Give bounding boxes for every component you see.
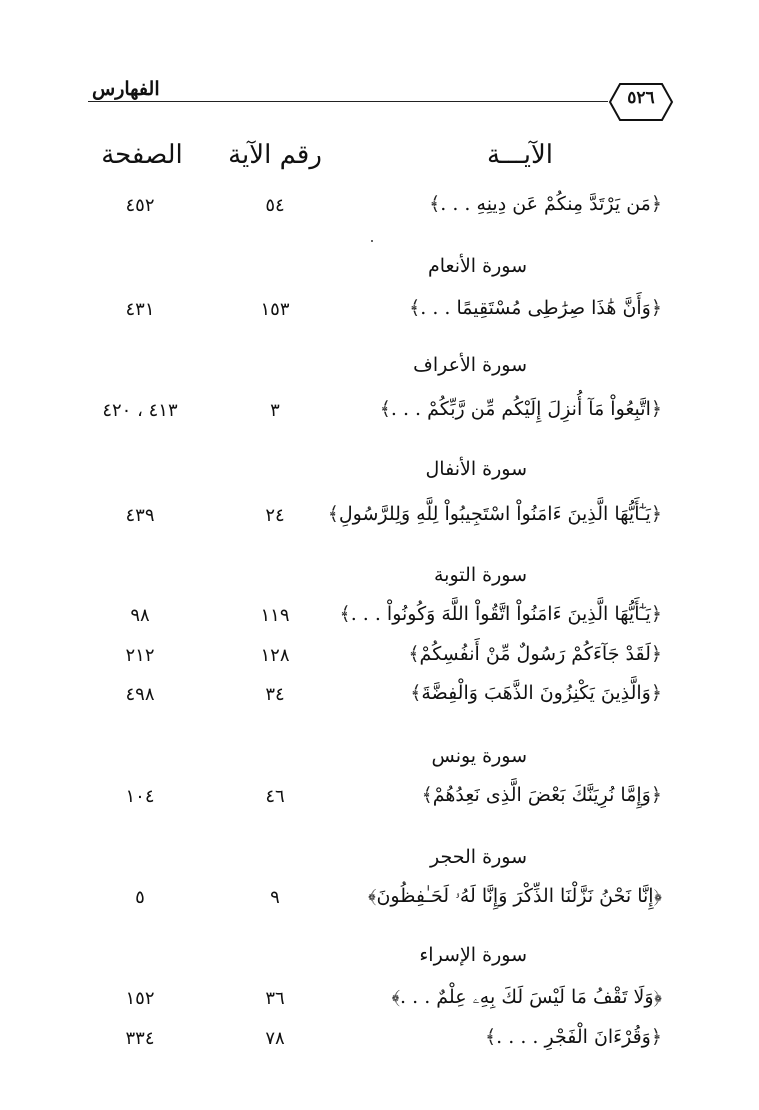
index-row xyxy=(0,986,759,1022)
ayah-number: ٣ xyxy=(270,400,280,421)
index-row xyxy=(0,784,759,820)
ornament-open-icon: ﴿ xyxy=(650,193,662,215)
surah-heading: سورة الأعراف xyxy=(413,354,527,376)
index-row xyxy=(0,682,759,718)
ayah-number: ٧٨ xyxy=(265,1028,285,1049)
index-row xyxy=(0,643,759,679)
verse-text: ﴿يَـٰٓأَيُّهَا الَّذِينَ ءَامَنُواْ اتَّقُواْ اللَّهَ وَكُونُواْ . . .﴾ xyxy=(339,603,662,625)
verse-text: ﴿وَالَّذِينَ يَكْنِزُونَ الذَّهَبَ وَالْفِضَّةَ﴾ xyxy=(410,682,662,704)
header-title: الفهارس xyxy=(92,78,160,100)
verse-text: ﴿لَقَدْ جَآءَكُمْ رَسُولٌ مِّنْ أَنفُسِكُمْ﴾ xyxy=(408,643,662,665)
ayah-number: ٤٦ xyxy=(265,786,285,807)
ayah-number: ١١٩ xyxy=(260,605,290,626)
page-reference: ٤١٣ ، ٤٢٠ xyxy=(102,400,178,421)
ayah-number: ١٥٣ xyxy=(260,299,290,320)
ayah-number: ٢٤ xyxy=(265,505,285,526)
verse-text: ﴿يَـٰٓأَيُّهَا الَّذِينَ ءَامَنُواْ اسْتَجِيبُواْ لِلَّهِ وَلِلرَّسُولِ﴾ xyxy=(327,503,662,525)
stray-dot xyxy=(371,240,373,242)
page-reference: ٥ xyxy=(135,887,145,908)
verse-text: ﴿وَإِمَّا نُرِيَنَّكَ بَعْضَ الَّذِى نَعِدُهُمْ﴾ xyxy=(421,784,662,806)
ayah-number: ٣٦ xyxy=(265,988,285,1009)
ornament-close-icon: ﴾ xyxy=(429,193,441,215)
surah-heading: سورة الأنفال xyxy=(425,458,527,480)
surah-heading: سورة الأنعام xyxy=(427,255,527,277)
verse-text: ﴿إِنَّا نَحْنُ نَزَّلْنَا الذِّكْرَ وَإِنَّا لَهُۥ لَحَـٰفِظُونَ﴾ xyxy=(368,885,662,907)
surah-heading: سورة الإسراء xyxy=(419,944,527,966)
index-row xyxy=(0,398,759,434)
index-row xyxy=(0,1026,759,1062)
ayah-number: ١٢٨ xyxy=(260,645,290,666)
column-header-verse: الآيـــة xyxy=(486,140,554,170)
page-number: ٥٢٦ xyxy=(627,88,655,108)
verse-text: ﴿وَلَا تَقْفُ مَا لَيْسَ لَكَ بِهِۦ عِلْمٌ . . .﴾ xyxy=(391,986,662,1008)
header-rule xyxy=(88,101,608,102)
page-reference: ٤٩٨ xyxy=(125,684,155,705)
page-reference: ٩٨ xyxy=(130,605,150,626)
page-reference: ٣٣٤ xyxy=(125,1028,155,1049)
ayah-number: ٥٤ xyxy=(265,195,285,216)
surah-heading: سورة الحجر xyxy=(430,846,527,868)
page-reference: ١٥٢ xyxy=(125,988,155,1009)
page-reference: ١٠٤ xyxy=(125,786,155,807)
surah-heading: سورة التوبة xyxy=(434,564,527,586)
verse-text: ﴿وَقُرْءَانَ الْفَجْرِ . . . .﴾ xyxy=(485,1026,662,1048)
index-row xyxy=(0,603,759,639)
column-header-ayah-number: رقم الآية xyxy=(228,140,322,170)
verse-text: ﴿وَأَنَّ هَٰذَا صِرَٰطِى مُسْتَقِيمًا . . .﴾ xyxy=(409,297,662,319)
ayah-number: ٩ xyxy=(270,887,280,908)
column-header-page: الصفحة xyxy=(101,140,183,170)
verse-text: ﴿اتَّبِعُواْ مَآ أُنزِلَ إِلَيْكُم مِّن رَّبِّكُمْ . . .﴾ xyxy=(379,398,662,420)
page-reference: ٢١٢ xyxy=(125,645,155,666)
index-row xyxy=(0,503,759,539)
page-reference: ٤٣١ xyxy=(125,299,155,320)
ayah-number: ٣٤ xyxy=(265,684,285,705)
index-row xyxy=(0,297,759,333)
surah-heading: سورة يونس xyxy=(431,745,527,767)
page-reference: ٤٥٢ xyxy=(125,195,155,216)
index-row xyxy=(0,885,759,921)
verse-text: ﴿مَن يَرْتَدَّ مِنكُمْ عَن دِينِهِ . . .﴾ xyxy=(429,193,662,215)
page-header xyxy=(0,0,759,140)
page-reference: ٤٣٩ xyxy=(125,505,155,526)
index-row xyxy=(0,193,759,229)
